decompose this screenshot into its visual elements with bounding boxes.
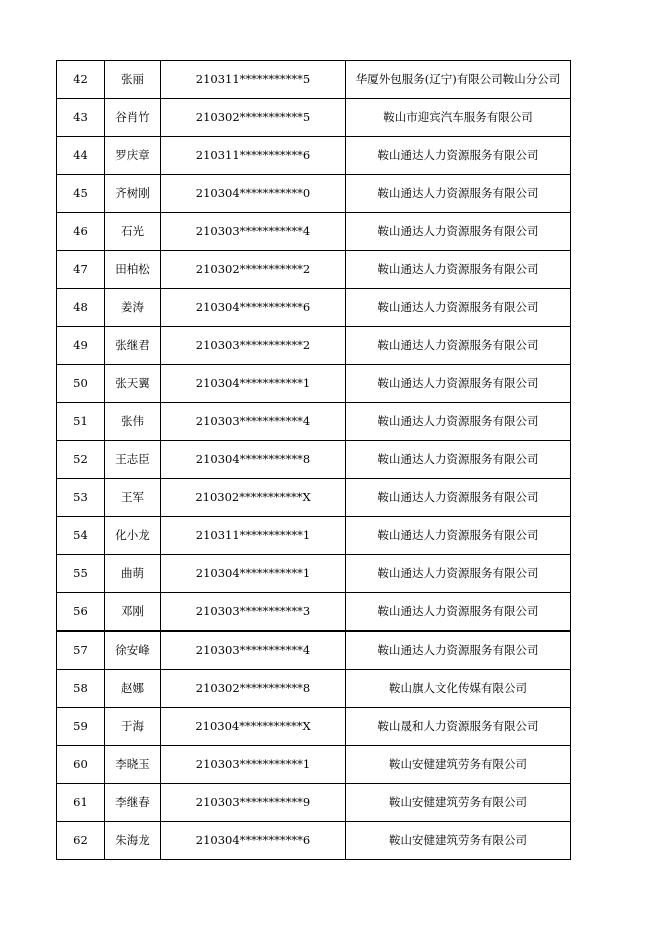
id-number: 210304***********8 <box>161 441 346 479</box>
id-number: 210302***********8 <box>161 670 346 708</box>
company-name: 华厦外包服务(辽宁)有限公司鞍山分公司 <box>346 61 571 99</box>
table-row <box>57 175 571 213</box>
company-name: 鞍山晟和人力资源服务有限公司 <box>346 708 571 746</box>
table-row <box>57 555 571 593</box>
row-number: 52 <box>57 441 105 479</box>
id-number: 210303***********4 <box>161 213 346 251</box>
row-number: 44 <box>57 137 105 175</box>
row-number: 50 <box>57 365 105 403</box>
row-number: 58 <box>57 670 105 708</box>
person-name: 赵娜 <box>105 670 161 708</box>
table-row <box>57 289 571 327</box>
company-name: 鞍山通达人力资源服务有限公司 <box>346 479 571 517</box>
row-number: 55 <box>57 555 105 593</box>
table-row <box>57 746 571 784</box>
person-name: 张伟 <box>105 403 161 441</box>
company-name: 鞍山安健建筑劳务有限公司 <box>346 822 571 860</box>
id-number: 210304***********1 <box>161 555 346 593</box>
row-number: 57 <box>57 631 105 670</box>
table-row <box>57 784 571 822</box>
person-name: 邓刚 <box>105 593 161 632</box>
row-number: 48 <box>57 289 105 327</box>
id-number: 210303***********1 <box>161 746 346 784</box>
row-number: 49 <box>57 327 105 365</box>
person-name: 曲萌 <box>105 555 161 593</box>
company-name: 鞍山安健建筑劳务有限公司 <box>346 784 571 822</box>
table-row <box>57 479 571 517</box>
row-number: 60 <box>57 746 105 784</box>
id-number: 210311***********1 <box>161 517 346 555</box>
table-row <box>57 593 571 632</box>
table-row <box>57 403 571 441</box>
person-name: 张天翼 <box>105 365 161 403</box>
row-number: 42 <box>57 61 105 99</box>
table-row <box>57 251 571 289</box>
company-name: 鞍山市迎宾汽车服务有限公司 <box>346 99 571 137</box>
company-name: 鞍山通达人力资源服务有限公司 <box>346 555 571 593</box>
row-number: 59 <box>57 708 105 746</box>
person-name: 王志臣 <box>105 441 161 479</box>
table-row <box>57 213 571 251</box>
table-row <box>57 670 571 708</box>
person-name: 徐安峰 <box>105 631 161 670</box>
id-number: 210304***********0 <box>161 175 346 213</box>
row-number: 45 <box>57 175 105 213</box>
id-number: 210311***********5 <box>161 61 346 99</box>
id-number: 210304***********1 <box>161 365 346 403</box>
table-row <box>57 708 571 746</box>
id-number: 210302***********5 <box>161 99 346 137</box>
person-name: 张继君 <box>105 327 161 365</box>
row-number: 56 <box>57 593 105 632</box>
row-number: 46 <box>57 213 105 251</box>
table-row <box>57 99 571 137</box>
person-name: 谷肖竹 <box>105 99 161 137</box>
row-number: 54 <box>57 517 105 555</box>
person-name: 姜涛 <box>105 289 161 327</box>
row-number: 53 <box>57 479 105 517</box>
id-number: 210303***********4 <box>161 403 346 441</box>
person-name: 化小龙 <box>105 517 161 555</box>
data-table <box>56 60 571 860</box>
company-name: 鞍山通达人力资源服务有限公司 <box>346 517 571 555</box>
id-number: 210304***********X <box>161 708 346 746</box>
row-number: 47 <box>57 251 105 289</box>
table-row <box>57 137 571 175</box>
table-row <box>57 517 571 555</box>
person-name: 石光 <box>105 213 161 251</box>
person-name: 罗庆章 <box>105 137 161 175</box>
person-name: 张丽 <box>105 61 161 99</box>
person-name: 于海 <box>105 708 161 746</box>
id-number: 210302***********2 <box>161 251 346 289</box>
person-name: 李继春 <box>105 784 161 822</box>
person-name: 王军 <box>105 479 161 517</box>
company-name: 鞍山通达人力资源服务有限公司 <box>346 251 571 289</box>
company-name: 鞍山通达人力资源服务有限公司 <box>346 593 571 632</box>
id-number: 210304***********6 <box>161 822 346 860</box>
person-name: 李晓玉 <box>105 746 161 784</box>
table-row <box>57 61 571 99</box>
id-number: 210302***********X <box>161 479 346 517</box>
company-name: 鞍山通达人力资源服务有限公司 <box>346 289 571 327</box>
company-name: 鞍山通达人力资源服务有限公司 <box>346 327 571 365</box>
table-row <box>57 822 571 860</box>
company-name: 鞍山通达人力资源服务有限公司 <box>346 213 571 251</box>
company-name: 鞍山安健建筑劳务有限公司 <box>346 746 571 784</box>
company-name: 鞍山通达人力资源服务有限公司 <box>346 175 571 213</box>
table-row <box>57 327 571 365</box>
row-number: 51 <box>57 403 105 441</box>
person-name: 朱海龙 <box>105 822 161 860</box>
id-number: 210303***********2 <box>161 327 346 365</box>
row-number: 61 <box>57 784 105 822</box>
id-number: 210304***********6 <box>161 289 346 327</box>
id-number: 210303***********9 <box>161 784 346 822</box>
id-number: 210303***********3 <box>161 593 346 632</box>
person-name: 齐树刚 <box>105 175 161 213</box>
table-row <box>57 365 571 403</box>
person-name: 田柏松 <box>105 251 161 289</box>
row-number: 43 <box>57 99 105 137</box>
table-row <box>57 441 571 479</box>
company-name: 鞍山旗人文化传媒有限公司 <box>346 670 571 708</box>
company-name: 鞍山通达人力资源服务有限公司 <box>346 631 571 670</box>
row-number: 62 <box>57 822 105 860</box>
id-number: 210303***********4 <box>161 631 346 670</box>
table-row <box>57 631 571 670</box>
company-name: 鞍山通达人力资源服务有限公司 <box>346 137 571 175</box>
company-name: 鞍山通达人力资源服务有限公司 <box>346 365 571 403</box>
id-number: 210311***********6 <box>161 137 346 175</box>
company-name: 鞍山通达人力资源服务有限公司 <box>346 403 571 441</box>
company-name: 鞍山通达人力资源服务有限公司 <box>346 441 571 479</box>
